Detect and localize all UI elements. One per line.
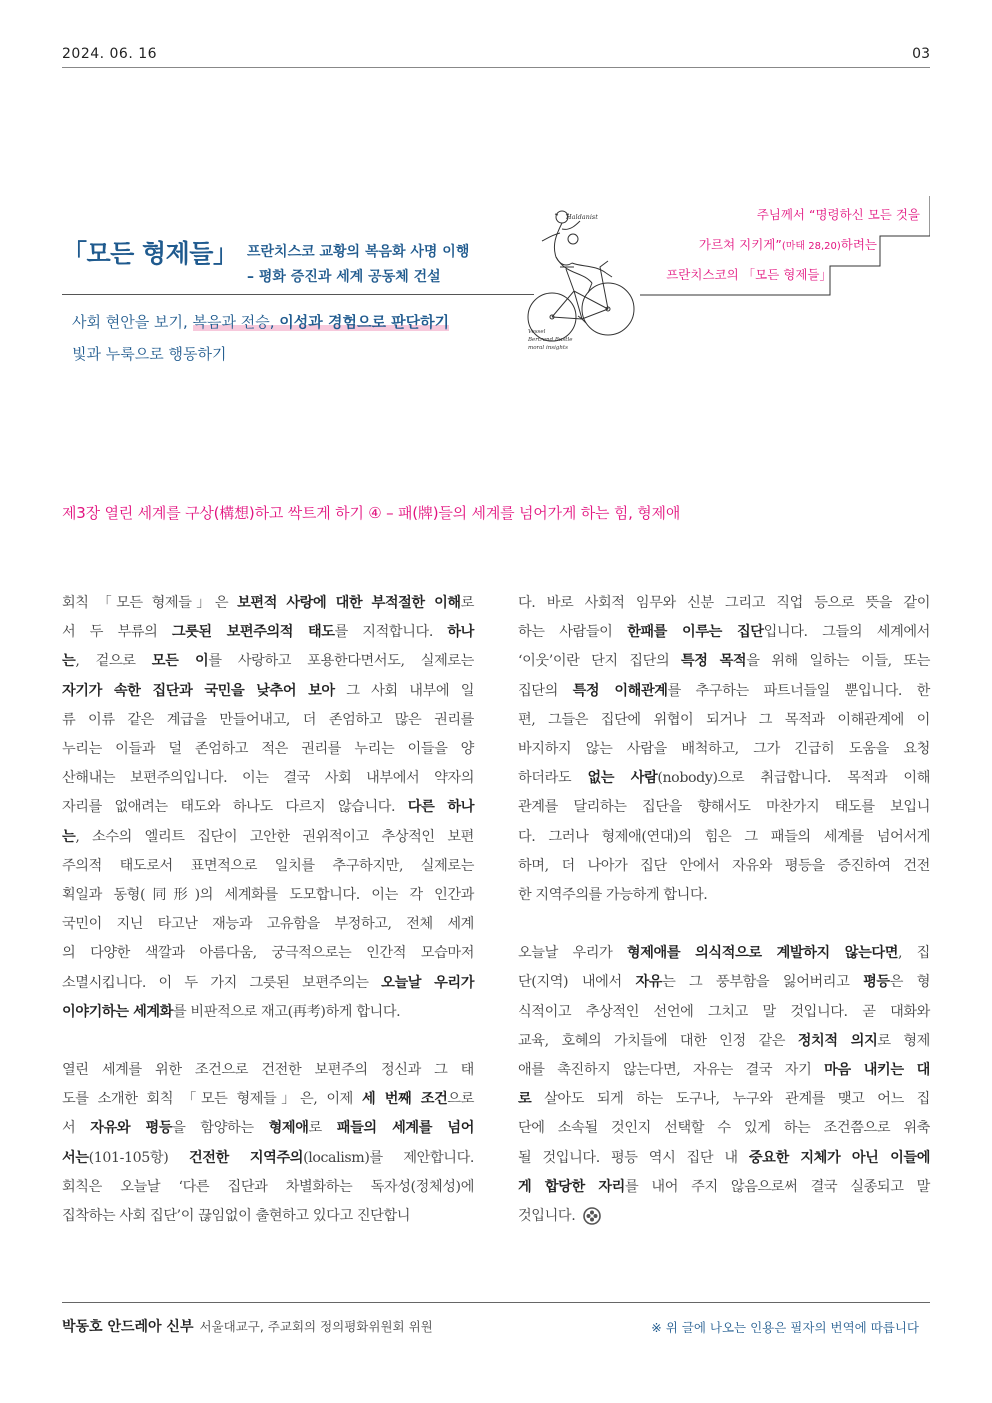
text-line: 회칙은 오늘날 ‘다른 집단과 차별화하는 독자성(정체성)에 — [62, 1178, 474, 1195]
text-line: 하며, 더 나아가 집단 안에서 자유와 평등을 증진하여 건전 — [518, 857, 930, 874]
chapter-title: 제3장 열린 세계를 구상(構想)하고 싹트게 하기 ④ – 패(牌)들의 세계를 넘어가게 하는 힘, 형제애 — [62, 504, 681, 522]
emphasis: 게 합당한 자리 — [518, 1178, 625, 1195]
emphasis: 정치적 의지 — [797, 1032, 878, 1049]
text-line: 자리를 없애려는 태도와 하나도 다르지 않습니다. 다른 하나 — [62, 799, 475, 816]
text-line: 것입니다. — [518, 1202, 930, 1231]
paragraph — [518, 939, 930, 1231]
tagline-scripture: 복음과 전승 — [192, 313, 270, 331]
text-line: 관계를 달리하는 집단을 향해서도 마찬가지 태도를 보입니 — [518, 799, 930, 816]
text-line: 오늘날 우리가 형제애를 의식적으로 계발하지 않는다면, 집 — [518, 945, 930, 962]
text-line: 열린 세계를 위한 조건으로 건전한 보편주의 정신과 그 태 — [62, 1062, 474, 1079]
emphasis: 세 번째 조건 — [361, 1091, 448, 1108]
text-line: 주의적 태도로서 표면적으로 일치를 추구하지만, 실제로는 — [62, 857, 474, 874]
text-line: 류 이류 같은 계급을 만들어내고, 더 존엄하고 많은 권리를 — [62, 711, 474, 728]
text-line: 는, 소수의 엘리트 집단이 고안한 권위적이고 추상적인 보편 — [62, 828, 474, 845]
emphasis: 그릇된 보편주의적 태도 — [171, 624, 335, 641]
title-rule — [62, 294, 534, 295]
text-line: 식적이고 추상적인 선언에 그치고 말 것입니다. 곧 대화와 — [518, 1003, 930, 1020]
emphasis: 모든 이 — [151, 653, 209, 670]
emphasis: 는 — [62, 653, 76, 670]
emphasis: 이야기하는 세계화 — [62, 1003, 173, 1020]
quote-line3: 프란치스코의 「모든 형제들」 — [666, 267, 832, 282]
emphasis: 다른 하나 — [407, 799, 475, 816]
tagline-highlight — [193, 313, 450, 331]
emphasis: 평등 — [863, 974, 890, 991]
body-left-column — [62, 589, 474, 1231]
page-number: 03 — [912, 46, 930, 62]
emphasis: 중요한 지체가 아닌 이들에 — [748, 1149, 930, 1166]
text-line: 하는 사람들이 한패를 이루는 집단입니다. 그들의 세계에서 — [518, 624, 930, 641]
emphasis: 로 — [518, 1091, 532, 1108]
quote-line1: 주님께서 “명령하신 모든 것을 — [756, 207, 920, 222]
text-line: 하더라도 없는 사람(nobody)으로 취급합니다. 목적과 이해 — [518, 770, 930, 787]
tagline-line2: 빛과 누룩으로 행동하기 — [72, 345, 227, 363]
text-line: 서 자유와 평등을 함양하는 형제애로 패들의 세계를 넘어 — [62, 1120, 474, 1137]
author-role: 서울대교구, 주교회의 정의평화위원회 위원 — [199, 1319, 433, 1334]
text-line: 집단의 특정 이해관계를 추구하는 파트너들일 뿐입니다. 한 — [518, 682, 930, 699]
body-right-column — [518, 589, 930, 1231]
text-line: 로 살아도 되게 하는 도구나, 누구와 관계를 맺고 어느 집 — [518, 1091, 930, 1108]
author-name: 박동호 안드레아 신부 — [62, 1319, 194, 1335]
emphasis: 건전한 지역주의 — [188, 1149, 304, 1166]
text-line: 집착하는 사회 집단’이 끊임없이 출현하고 있다고 진단합니 — [62, 1208, 411, 1225]
emphasis: 는 — [62, 828, 76, 845]
header-rule — [62, 67, 930, 68]
emphasis: 없는 사람 — [587, 770, 658, 787]
quote-citation: (마태 28,20) — [781, 241, 841, 252]
text-line: 바지하지 않는 사람을 배척하고, 그가 긴급히 도움을 요청 — [518, 741, 930, 758]
text-line: 자기가 속한 집단과 국민을 낮추어 보아 그 사회 내부에 일 — [62, 682, 474, 699]
emphasis: 형제애를 의식적으로 계발하지 않는다면 — [626, 945, 899, 962]
emphasis: 특정 목적 — [680, 653, 747, 670]
text-line: 서는(101-105항) 건전한 지역주의(localism)를 제안합니다. — [62, 1149, 474, 1166]
paragraph — [62, 589, 474, 1027]
emphasis: 보편적 사랑에 대한 부적절한 이해 — [237, 595, 461, 611]
tagline-comma: , — [269, 313, 280, 331]
text-line: 산해내는 보편주의입니다. 이는 결국 사회 내부에서 약자의 — [62, 770, 474, 787]
paragraph — [518, 589, 930, 910]
cyclist-illustration — [526, 205, 638, 353]
author-credit — [62, 1316, 433, 1336]
text-line: 도를 소개한 회칙 「모든 형제들」은, 이제 세 번째 조건으로 — [62, 1091, 475, 1108]
text-line: 회칙 「모든 형제들」은 보편적 사랑에 대한 부적절한 이해로 — [62, 595, 474, 611]
emphasis: 오늘날 우리가 — [381, 974, 475, 991]
emphasis: 특정 이해관계 — [572, 682, 668, 699]
tagline-reason: 이성과 경험으로 판단하기 — [279, 313, 450, 331]
footer-rule — [62, 1302, 930, 1303]
quote-line2-text: 가르쳐 지키게” — [698, 237, 782, 252]
tagline-text: 사회 현안을 보기, — [72, 313, 193, 331]
illustration-caption-bottom-1: Vessel — [528, 329, 546, 335]
quote-line2 — [699, 235, 877, 253]
text-line: 다. 바로 사회적 임무와 신분 그리고 직업 등으로 뜻을 같이 — [518, 595, 930, 611]
paragraph — [62, 1056, 474, 1231]
illustration-caption-top: Haldanist — [566, 213, 598, 221]
illustration-caption-bottom-3: moral insights — [528, 345, 568, 351]
tagline-line1 — [72, 311, 449, 332]
illustration-caption-bottom-2: Bertrand Bustle — [528, 337, 573, 343]
emphasis: 자유와 평등 — [90, 1120, 173, 1137]
quote-line2-end: 하려는 — [840, 237, 877, 252]
translation-note: ※ 위 글에 나오는 인용은 필자의 번역에 따릅니다 — [651, 1320, 919, 1335]
emphasis: 자유 — [635, 974, 663, 991]
text-line: 단에 소속될 것인지 선택할 수 있게 하는 조건쯤으로 위축 — [518, 1120, 930, 1137]
emphasis: 마음 내키는 대 — [824, 1062, 930, 1079]
text-line: 소멸시킵니다. 이 두 가지 그릇된 보편주의는 오늘날 우리가 — [62, 974, 475, 991]
text-line: 누리는 이들과 덜 존엄하고 적은 권리를 누리는 이들을 양 — [62, 741, 474, 758]
text-line: 게 합당한 자리를 내어 주지 않음으로써 결국 실종되고 말 — [518, 1178, 930, 1195]
end-mark-icon — [583, 1207, 601, 1225]
text-line: 될 것입니다. 평등 역시 집단 내 중요한 지체가 아닌 이들에 — [518, 1149, 930, 1166]
text-line: 의 다양한 색깔과 아름다움, 궁극적으로는 인간적 모습마저 — [62, 945, 474, 962]
issue-date: 2024. 06. 16 — [62, 46, 158, 62]
column-subtitle-line2: – 평화 증진과 세계 공동체 건설 — [247, 269, 441, 285]
text-line: 단(지역) 내에서 자유는 그 풍부함을 잃어버리고 평등은 형 — [518, 974, 930, 991]
column-name: 「모든 형제들」 — [62, 239, 238, 268]
text-line: 교육, 호혜의 가치들에 대한 인정 같은 정치적 의지로 형제 — [518, 1032, 930, 1049]
text-line: 는, 겉으로 모든 이를 사랑하고 포용한다면서도, 실제로는 — [62, 653, 474, 670]
column-subtitle-line1: 프란치스코 교황의 복음화 사명 이행 — [247, 244, 470, 260]
emphasis: 한패를 이루는 집단 — [627, 624, 764, 641]
text-line: 서 두 부류의 그릇된 보편주의적 태도를 지적합니다. 하나 — [62, 624, 474, 641]
text-line: 한 지역주의를 가능하게 합니다. — [518, 887, 708, 904]
text-line: 애를 촉진하지 않는다면, 자유는 결국 자기 마음 내키는 대 — [518, 1062, 930, 1079]
text-line: 다. 그러나 형제애(연대)의 힘은 그 패들의 세계를 넘어서게 — [518, 828, 930, 845]
text-line: 획일과 동형(同形)의 세계화를 도모합니다. 이는 각 인간과 — [62, 887, 474, 904]
text-line: 이야기하는 세계화를 비판적으로 재고(再考)하게 합니다. — [62, 1003, 401, 1020]
emphasis: 자기가 속한 집단과 국민을 낮추어 보아 — [62, 682, 335, 699]
text-line: ‘이웃’이란 단지 집단의 특정 목적을 위해 일하는 이들, 또는 — [518, 653, 930, 670]
text-line: 편, 그들은 집단에 위협이 되거나 그 목적과 이해관계에 이 — [518, 711, 930, 728]
emphasis: 서는 — [62, 1149, 89, 1166]
emphasis: 패들의 세계를 넘어 — [336, 1120, 474, 1137]
emphasis: 하나 — [447, 624, 474, 641]
emphasis: 형제애 — [268, 1120, 309, 1137]
text-line: 국민이 지닌 타고난 재능과 고유함을 부정하고, 전체 세계 — [62, 916, 474, 933]
